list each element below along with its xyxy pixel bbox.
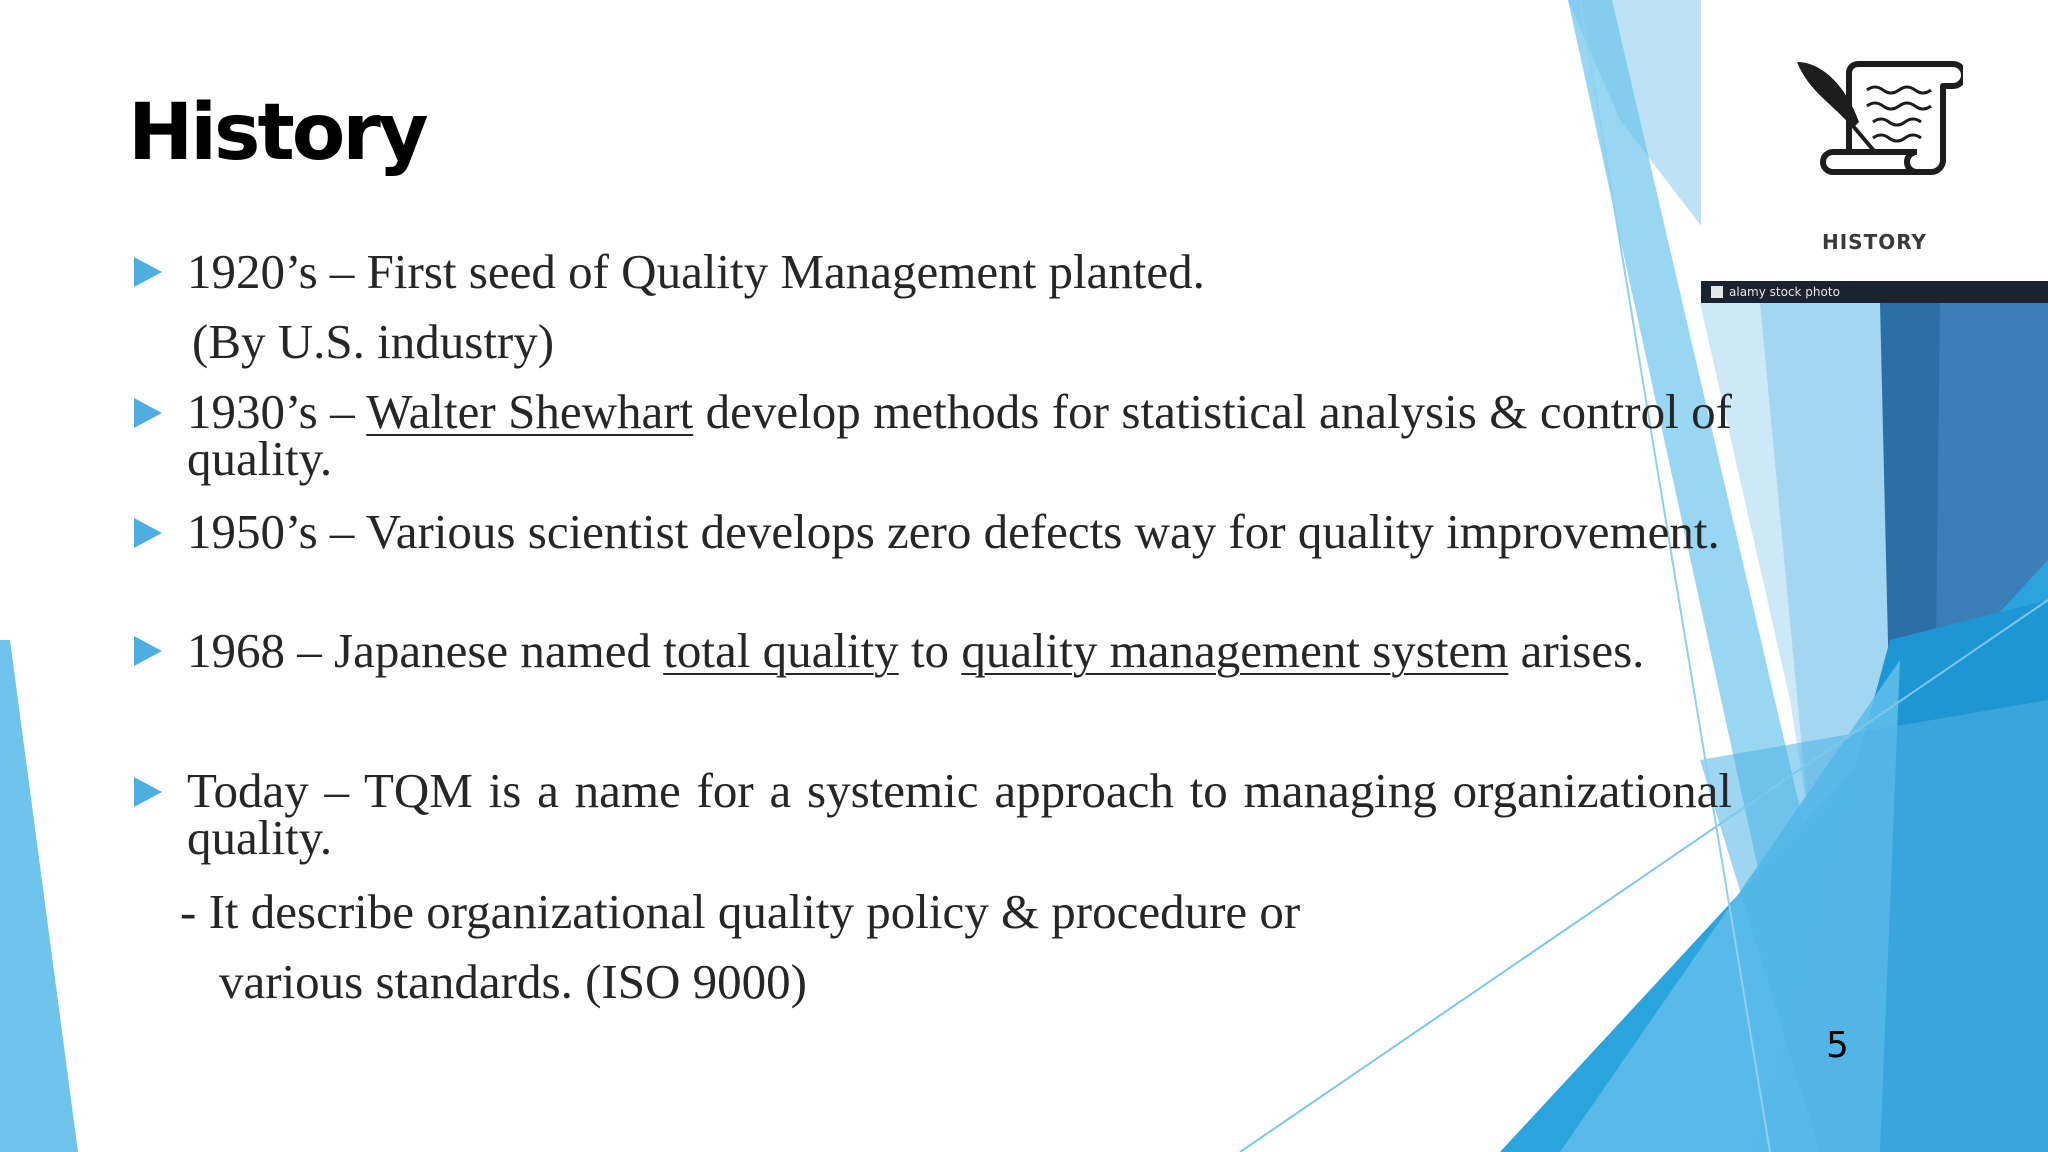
bullet-1930s-suffix: develop methods for statistical analysis & control of quality. xyxy=(187,384,1732,486)
bullet-marker xyxy=(134,398,162,428)
sub-point-line-1: - It describe organizational quality policy & procedure or xyxy=(180,884,1301,939)
bullet-1968-suffix: arises. xyxy=(1508,623,1645,678)
bullet-1920s-note: (By U.S. industry) xyxy=(192,314,555,369)
thumbnail-caption: HISTORY xyxy=(1821,230,1928,254)
bullet-1968-prefix: 1968 – Japanese named xyxy=(187,623,664,678)
bullet-marker xyxy=(134,518,162,548)
bullet-marker xyxy=(134,777,162,807)
bullet-1920s-text: 1920’s – First seed of Quality Management planted. xyxy=(187,244,1205,299)
page-number: 5 xyxy=(1826,1025,1849,1066)
bullet-marker xyxy=(134,257,162,287)
bullet-marker xyxy=(134,636,162,666)
walter-shewhart-link[interactable]: Walter Shewhart xyxy=(366,384,694,439)
bullet-1968-middle: to xyxy=(898,623,962,678)
bullet-today-text: Today – TQM is a name for a systemic approach to managing organizational quality. xyxy=(187,763,1732,865)
watermark-bar xyxy=(1701,281,2048,303)
alamy-logo-icon xyxy=(1711,286,1723,298)
bullet-1950s-text: 1950’s – Various scientist develops zero defects way for quality improvement. xyxy=(187,504,1720,559)
watermark-text: alamy stock photo xyxy=(1729,285,1840,299)
scroll-quill-icon xyxy=(1793,52,1963,182)
history-thumbnail xyxy=(1701,0,2048,303)
quality-management-system-link[interactable]: quality management system xyxy=(961,623,1509,678)
bullet-1930s-prefix: 1930’s – xyxy=(187,384,367,439)
bullet-1930s-text xyxy=(187,384,1732,486)
slide-title: History xyxy=(128,88,426,178)
sub-point-line-2: various standards. (ISO 9000) xyxy=(219,954,807,1009)
total-quality-link[interactable]: total quality xyxy=(663,623,899,678)
bullet-1968-text xyxy=(187,623,1645,678)
